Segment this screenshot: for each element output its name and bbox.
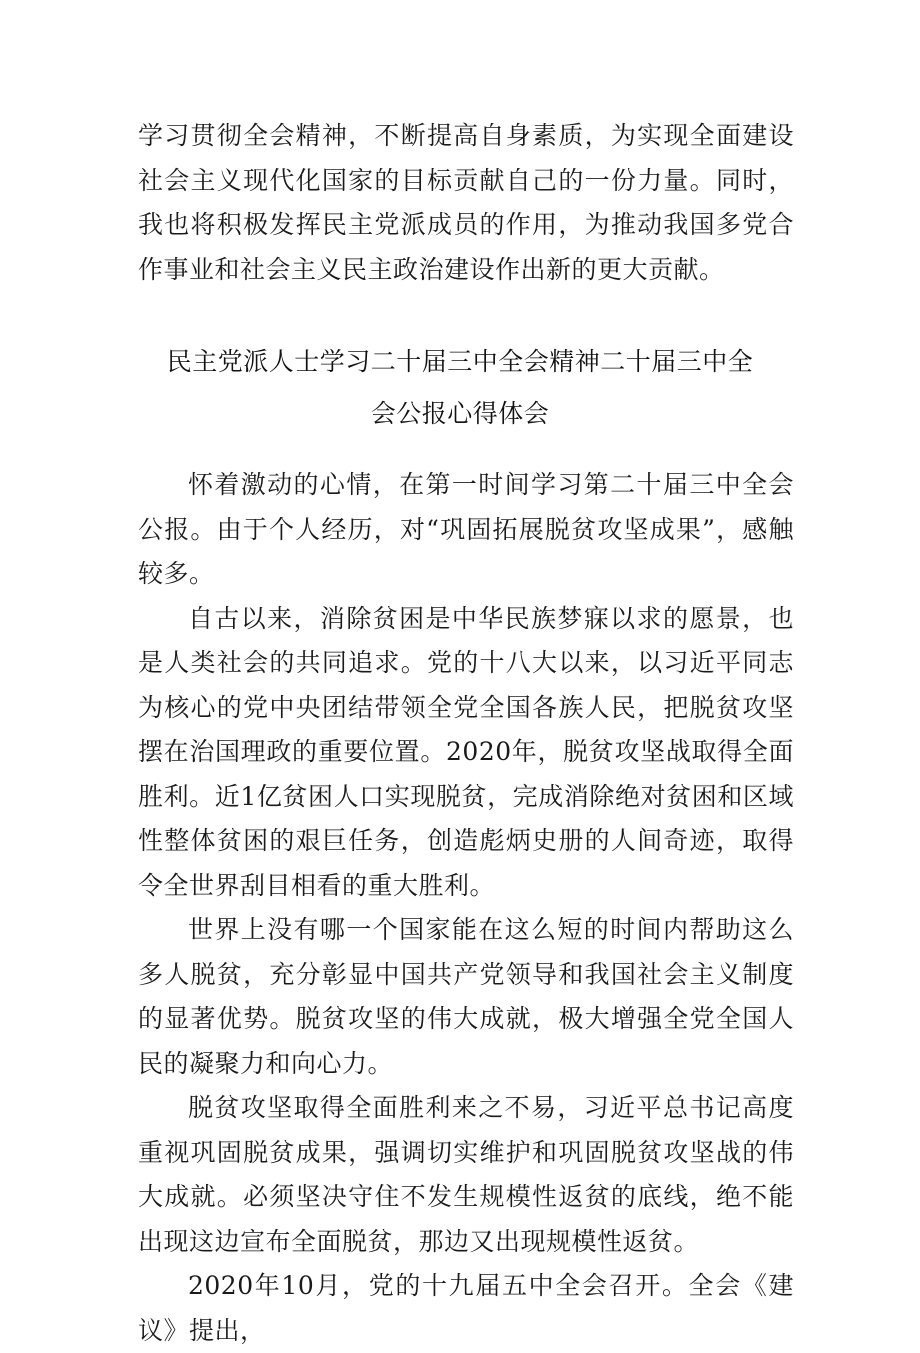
lead-paragraph: 学习贯彻全会精神，不断提高自身素质，为实现全面建设社会主义现代化国家的目标贡献自己的一份力量。同时，我也将积极发挥民主党派成员的作用，为推动我国多党合作事业和社会主义民主政治建设作出新的更大贡献。 [138,121,794,284]
article-body [138,463,794,1353]
paragraph-5: 2020年10月，党的十九届五中全会召开。全会《建议》提出， [138,1271,794,1345]
paragraph-3: 世界上没有哪一个国家能在这么短的时间内帮助这么多人脱贫，充分彰显中国共产党领导和我国社会主义制度的显著优势。脱贫攻坚的伟大成就，极大增强全党全国人民的凝聚力和向心力。 [138,915,794,1078]
article-title [120,336,800,440]
paragraph-2: 自古以来，消除贫困是中华民族梦寐以求的愿景，也是人类社会的共同追求。党的十八大以来，以习近平同志为核心的党中央团结带领全党全国各族人民，把脱贫攻坚摆在治国理政的重要位置。2020年，脱贫攻坚战取得全面胜利。近1亿贫困人口实现脱贫，完成消除绝对贫困和区域性整体贫困的艰巨任务，创造彪炳史册的人间奇迹，取得令全世界刮目相看的重大胜利。 [138,603,794,900]
paragraph-4: 脱贫攻坚取得全面胜利来之不易，习近平总书记高度重视巩固脱贫成果，强调切实维护和巩固脱贫攻坚战的伟大成就。必须坚决守住不发生规模性返贫的底线，绝不能出现这边宣布全面脱贫，那边又出现规模性返贫。 [138,1093,794,1256]
title-line-2: 会公报心得体会 [370,399,550,428]
title-line-1: 民主党派人士学习二十届三中全会精神二十届三中全 [166,347,754,376]
paragraph-1: 怀着激动的心情，在第一时间学习第二十届三中全会公报。由于个人经历，对“巩固拓展脱贫攻坚成果”，感触较多。 [138,470,794,588]
